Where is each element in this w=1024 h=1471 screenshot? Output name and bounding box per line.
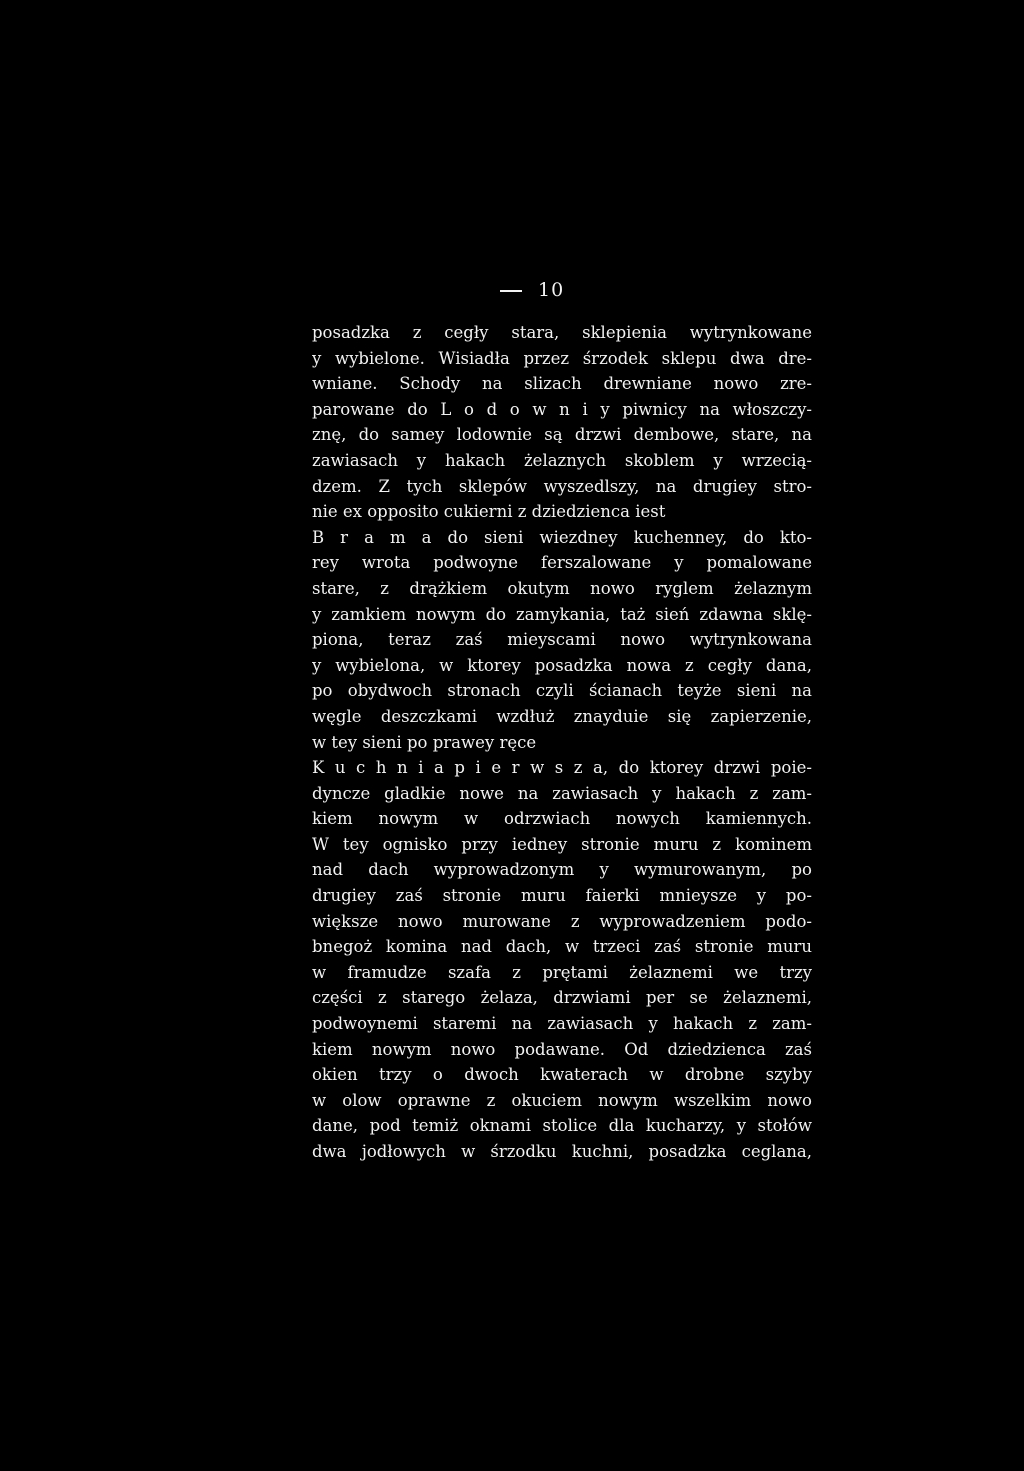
text-line: kiem nowym w odrzwiach nowych kamiennych. <box>312 809 812 829</box>
text-line: B r a m a do sieni wiezdney kuchenney, do kto- <box>312 527 812 547</box>
text-line: podwoynemi staremi na zawiasach y hakach z zam- <box>312 1014 812 1034</box>
text-line: kiem nowym nowo podawane. Od dziedzienca zaś <box>312 1039 812 1059</box>
text-line: y wybielone. Wisiadła przez śrzodek sklepu dwa dre- <box>312 348 812 368</box>
text-line: dzem. Z tych sklepów wyszedlszy, na drugiey stro- <box>312 476 812 496</box>
page-header <box>500 278 600 302</box>
text-line: dane, pod temiż oknami stolice dla kucharzy, y stołów <box>312 1116 812 1136</box>
text-line: rey wrota podwoyne ferszalowane y pomalowane <box>312 553 812 573</box>
body-text <box>312 320 812 1165</box>
header-dash <box>500 290 522 292</box>
text-line: K u c h n i a p i e r w s z a, do ktorey drzwi poie- <box>312 758 812 778</box>
text-line: większe nowo murowane z wyprowadzeniem podo- <box>312 911 812 931</box>
text-line: drugiey zaś stronie muru faierki mnieysze y po- <box>312 886 812 906</box>
text-line: węgle deszczkami wzdłuż znayduie się zapierzenie, <box>312 706 812 726</box>
text-line: posadzka z cegły stara, sklepienia wytrynkowane <box>312 323 812 342</box>
text-line: nie ex opposito cukierni z dziedzienca iest <box>312 502 666 522</box>
text-line: zawiasach y hakach żelaznych skoblem y wrzecią- <box>312 450 812 470</box>
text-line: znę, do samey lodownie są drzwi dembowe, stare, na <box>312 425 812 445</box>
text-line: parowane do L o d o w n i y piwnicy na włoszczy- <box>312 399 812 419</box>
text-line: dwa jodłowych w śrzodku kuchni, posadzka ceglana, <box>312 1142 812 1161</box>
text-line: wniane. Schody na slizach drewniane nowo zre- <box>312 374 812 394</box>
text-line: bnegoż komina nad dach, w trzeci zaś stronie muru <box>312 937 812 957</box>
text-line: nad dach wyprowadzonym y wymurowanym, po <box>312 860 812 880</box>
text-line: y wybielona, w ktorey posadzka nowa z cegły dana, <box>312 655 812 675</box>
text-line: części z starego żelaza, drzwiami per se żelaznemi, <box>312 988 812 1008</box>
text-line: okien trzy o dwoch kwaterach w drobne szyby <box>312 1065 812 1085</box>
text-line: piona, teraz zaś mieyscami nowo wytrynkowana <box>312 630 812 650</box>
text-line: w olow oprawne z okuciem nowym wszelkim nowo <box>312 1090 812 1110</box>
text-line: y zamkiem nowym do zamykania, taż sień zdawna sklę- <box>312 604 812 624</box>
text-line: dyncze gladkie nowe na zawiasach y hakach z zam- <box>312 783 812 803</box>
text-line: po obydwoch stronach czyli ścianach teyże sieni na <box>312 681 812 701</box>
text-line: w framudze szafa z prętami żelaznemi we trzy <box>312 962 812 982</box>
text-line: stare, z drążkiem okutym nowo ryglem żelaznym <box>312 578 812 598</box>
text-line: w tey sieni po prawey ręce <box>312 732 537 752</box>
text-line: W tey ognisko przy iedney stronie muru z kominem <box>312 834 812 854</box>
page-number: 10 <box>538 279 565 301</box>
